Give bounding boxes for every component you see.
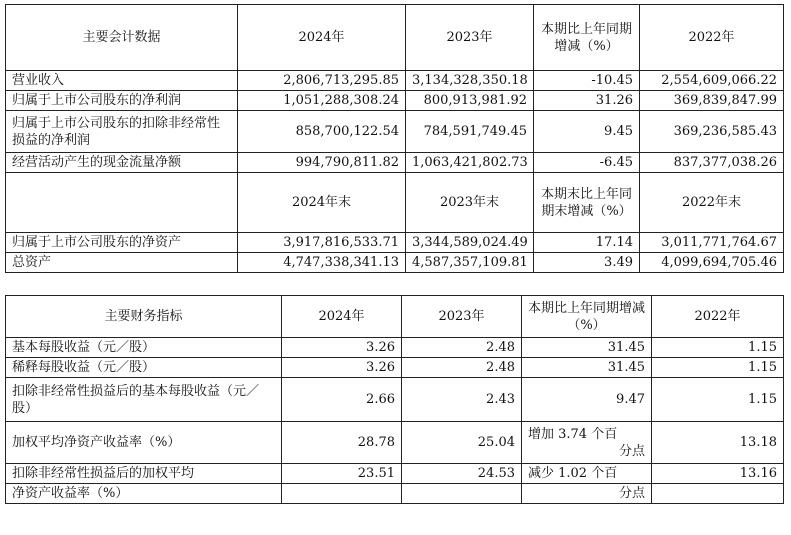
row-label: 总资产 (6, 253, 238, 273)
table-row (6, 378, 784, 422)
cell-2023: 24.53 (402, 464, 522, 484)
row-label: 归属于上市公司股东的净资产 (6, 233, 238, 253)
cell-change: 9.47 (522, 378, 652, 422)
cell-2022: 3,011,771,764.67 (640, 233, 784, 253)
table-row (6, 71, 784, 91)
table-row (6, 338, 784, 358)
cell-2023: 800,913,981.92 (406, 91, 534, 111)
cell-2023: 4,587,357,109.81 (406, 253, 534, 273)
header-2023: 2023年 (406, 5, 534, 71)
cell-2023: 784,591,749.45 (406, 111, 534, 153)
cell-change: 9.45 (534, 111, 640, 153)
subheader-change: 本期末比上年同期末增减（%） (534, 173, 640, 233)
table-row (6, 464, 784, 484)
cell-change: 减少 1.02 个百 (522, 464, 652, 484)
cell-2024: 2.66 (282, 378, 402, 422)
cell-change: 3.49 (534, 253, 640, 273)
header-2022: 2022年 (652, 296, 784, 338)
row-label: 营业收入 (6, 71, 238, 91)
header-2024: 2024年 (238, 5, 406, 71)
cell-change: 31.45 (522, 358, 652, 378)
cell-change: -10.45 (534, 71, 640, 91)
cell-2024: 1,051,288,308.24 (238, 91, 406, 111)
cell-2024: 4,747,338,341.13 (238, 253, 406, 273)
table-row (6, 111, 784, 153)
subheader-2024: 2024年末 (238, 173, 406, 233)
cell-2023 (402, 484, 522, 504)
row-label: 稀释每股收益（元／股） (6, 358, 282, 378)
cell-2022: 1.15 (652, 378, 784, 422)
cell-change: 17.14 (534, 233, 640, 253)
row-label: 归属于上市公司股东的净利润 (6, 91, 238, 111)
change-line-1: 增加 3.74 个百 (528, 426, 618, 442)
header-2022: 2022年 (640, 5, 784, 71)
cell-2024: 2,806,713,295.85 (238, 71, 406, 91)
row-label: 经营活动产生的现金流量净额 (6, 153, 238, 173)
cell-change (522, 422, 652, 464)
cell-2022: 13.16 (652, 464, 784, 484)
table-row (6, 484, 784, 504)
row-label: 扣除非经常性损益后的基本每股收益（元／股） (6, 378, 282, 422)
cell-2022: 369,236,585.43 (640, 111, 784, 153)
table-row (6, 422, 784, 464)
cell-2023: 3,344,589,024.49 (406, 233, 534, 253)
cell-2024: 3,917,816,533.71 (238, 233, 406, 253)
table-row (6, 253, 784, 273)
table-subheader-row (6, 173, 784, 233)
table-header-row (6, 5, 784, 71)
cell-2023: 2.48 (402, 358, 522, 378)
header-label: 主要会计数据 (6, 5, 238, 71)
change-line-2: 分点 (618, 443, 645, 459)
header-2024: 2024年 (282, 296, 402, 338)
cell-2022: 1.15 (652, 338, 784, 358)
cell-2022: 837,377,038.26 (640, 153, 784, 173)
cell-2023: 2.43 (402, 378, 522, 422)
row-label: 归属于上市公司股东的扣除非经常性损益的净利润 (6, 111, 238, 153)
cell-2022: 369,839,847.99 (640, 91, 784, 111)
cell-2023: 25.04 (402, 422, 522, 464)
accounting-data-table (5, 4, 784, 273)
cell-change: 31.45 (522, 338, 652, 358)
table-row (6, 153, 784, 173)
subheader-blank (6, 173, 238, 233)
cell-2024: 3.26 (282, 358, 402, 378)
cell-2022: 13.18 (652, 422, 784, 464)
cell-2024: 28.78 (282, 422, 402, 464)
subheader-2022: 2022年末 (640, 173, 784, 233)
cell-2022: 4,099,694,705.46 (640, 253, 784, 273)
subheader-2023: 2023年末 (406, 173, 534, 233)
header-change: 本期比上年同期增减（%） (534, 5, 640, 71)
financial-indicators-table (5, 295, 784, 504)
header-label: 主要财务指标 (6, 296, 282, 338)
row-label: 扣除非经常性损益后的加权平均 (6, 464, 282, 484)
cell-2022 (652, 484, 784, 504)
cell-change: 分点 (522, 484, 652, 504)
cell-2023: 1,063,421,802.73 (406, 153, 534, 173)
cell-2024: 3.26 (282, 338, 402, 358)
cell-2023: 2.48 (402, 338, 522, 358)
header-change: 本期比上年同期增减（%） (522, 296, 652, 338)
header-2023: 2023年 (402, 296, 522, 338)
table-header-row (6, 296, 784, 338)
row-label: 净资产收益率（%） (6, 484, 282, 504)
cell-2022: 2,554,609,066.22 (640, 71, 784, 91)
cell-change: -6.45 (534, 153, 640, 173)
row-label: 加权平均净资产收益率（%） (6, 422, 282, 464)
cell-2024 (282, 484, 402, 504)
cell-2024: 23.51 (282, 464, 402, 484)
table-row (6, 358, 784, 378)
table-row (6, 233, 784, 253)
cell-2024: 858,700,122.54 (238, 111, 406, 153)
row-label: 基本每股收益（元／股） (6, 338, 282, 358)
table-row (6, 91, 784, 111)
cell-change: 31.26 (534, 91, 640, 111)
cell-2024: 994,790,811.82 (238, 153, 406, 173)
cell-2023: 3,134,328,350.18 (406, 71, 534, 91)
cell-2022: 1.15 (652, 358, 784, 378)
